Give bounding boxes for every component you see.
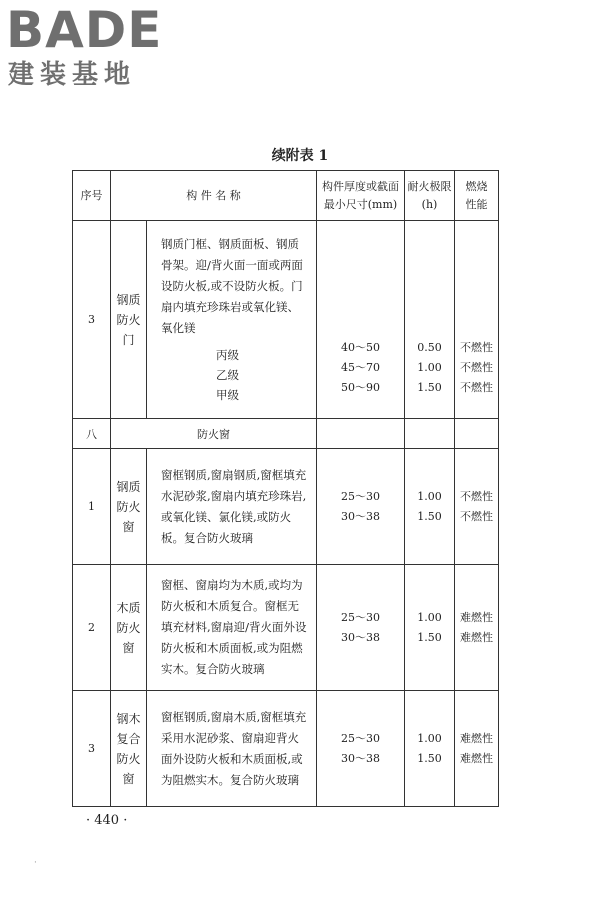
row-combustion: 不燃性 不燃性: [455, 449, 499, 565]
row-name: 木质 防火 窗: [111, 565, 147, 691]
header-fire-limit: [405, 171, 455, 221]
table-row-steel-door: [73, 221, 499, 419]
table-row-wood-window: [73, 565, 499, 691]
table-row-steel-wood-window: [73, 691, 499, 807]
table-title: 续附表 1: [271, 148, 329, 164]
section-name: 防火窗: [111, 419, 317, 449]
header-thickness: [317, 171, 405, 221]
row-description: 窗框钢质,窗扇钢质,窗框填充水泥砂浆,窗扇内填充珍珠岩,或氧化镁、氯化镁,或防火板。复合防火玻璃: [147, 449, 317, 565]
fire-resistance-table: [72, 170, 499, 807]
header-row: [73, 171, 499, 221]
grade-list: [161, 345, 308, 405]
table-row-steel-window: [73, 449, 499, 565]
grade-item: 甲级: [216, 388, 239, 402]
row-thickness: 25～30 30～38: [317, 449, 405, 565]
row-name: 钢质 防火 门: [111, 221, 147, 419]
row-seq: 2: [73, 565, 111, 691]
row-description: 窗框钢质,窗扇木质,窗框填充采用水泥砂浆、窗扇迎背火面外设防火板和木质面板,或为阻燃实木。复合防火玻璃: [147, 691, 317, 807]
header-fire-limit-line2: (h): [421, 197, 438, 211]
header-fire-limit-line1: 耐火极限: [407, 179, 452, 193]
row-fire-limit: 1.00 1.50: [405, 691, 455, 807]
header-thickness-line2: 最小尺寸(mm): [323, 197, 398, 211]
bade-logo: [6, 1, 186, 96]
header-name: 构 件 名 称: [111, 171, 317, 221]
section-row: [73, 419, 499, 449]
logo-brand-text: BADE: [6, 1, 163, 59]
header-combust-line1: 燃烧: [465, 179, 488, 193]
row-thickness: 40～50 45～70 50～90: [317, 221, 405, 419]
row-name: 钢木 复合 防火 窗: [111, 691, 147, 807]
header-combust-line2: 性能: [465, 197, 488, 211]
row-thickness: 25～30 30～38: [317, 565, 405, 691]
row-combustion: 不燃性 不燃性 不燃性: [455, 221, 499, 419]
logo-subtitle: 建装基地: [8, 60, 137, 90]
header-seq: 序号: [73, 171, 111, 221]
row-fire-limit: 0.50 1.00 1.50: [405, 221, 455, 419]
row-combustion: 难燃性 难燃性: [455, 691, 499, 807]
header-combustion: [455, 171, 499, 221]
row-description: 窗框、窗扇均为木质,或均为防火板和木质复合。窗框无填充材料,窗扇迎/背火面外设防火板和木质面板,或为阻燃实木。复合防火玻璃: [147, 565, 317, 691]
row-combustion: 难燃性 难燃性: [455, 565, 499, 691]
row-description: 钢质门框、钢质面板、钢质骨架。迎/背火面一面或两面设防火板,或不设防火板。门扇内填充珍珠岩或氧化镁、氧化镁 丙级 乙级 甲级: [147, 221, 317, 419]
row-fire-limit: 1.00 1.50: [405, 565, 455, 691]
row-fire-limit: 1.00 1.50: [405, 449, 455, 565]
row-seq: 3: [73, 691, 111, 807]
row-thickness: 25～30 30～38: [317, 691, 405, 807]
row-seq: 3: [73, 221, 111, 419]
section-seq: 八: [73, 419, 111, 449]
grade-item: 丙级: [216, 348, 239, 362]
corner-mark: ·: [34, 858, 37, 868]
row-seq: 1: [73, 449, 111, 565]
page-number: · 440 ·: [86, 813, 128, 828]
grade-item: 乙级: [216, 368, 239, 382]
row-name: 钢质 防火 窗: [111, 449, 147, 565]
header-thickness-line1: 构件厚度或截面: [322, 179, 399, 193]
